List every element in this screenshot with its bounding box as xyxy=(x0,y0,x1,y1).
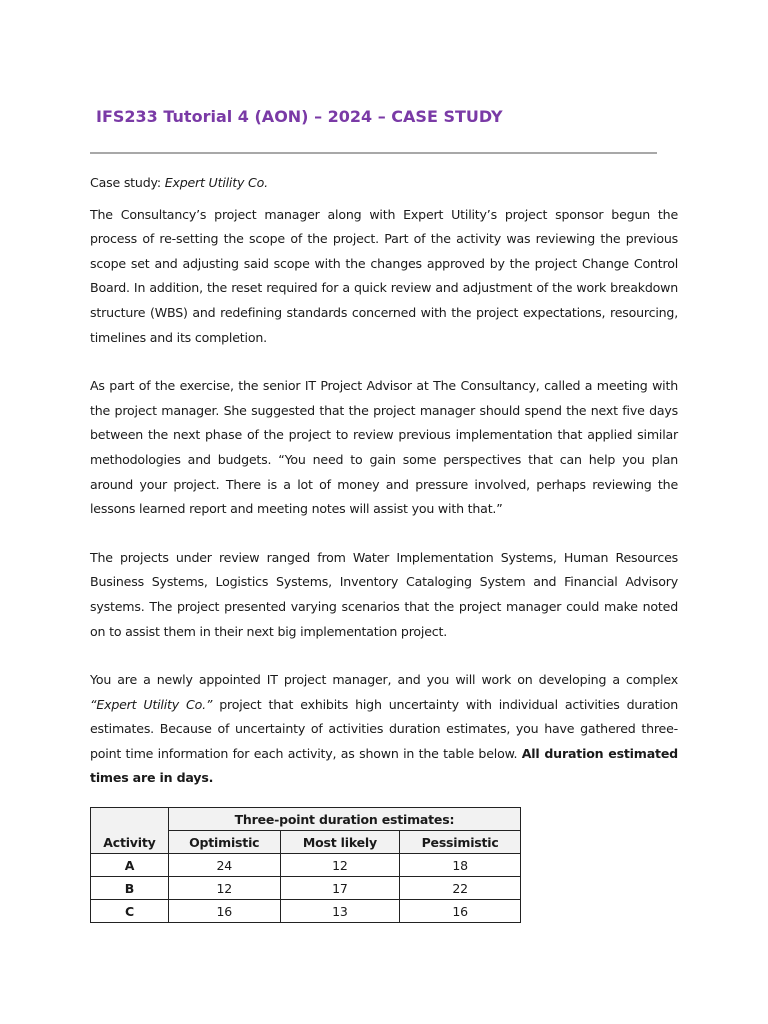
cell-pessimistic: 22 xyxy=(400,877,521,900)
cell-pessimistic: 16 xyxy=(400,900,521,923)
table-row xyxy=(91,877,521,900)
paragraph-task-intro xyxy=(90,668,678,791)
document-title: IFS233 Tutorial 4 (AON) – 2024 – CASE STUDY xyxy=(96,107,503,126)
table-row xyxy=(91,900,521,923)
task-intro-project-name: “Expert Utility Co.” xyxy=(90,696,213,712)
cell-most-likely: 13 xyxy=(280,900,400,923)
case-study-line xyxy=(90,171,678,196)
table-row xyxy=(91,854,521,877)
table-group-header-row xyxy=(91,808,521,831)
header-most-likely: Most likely xyxy=(280,831,400,854)
cell-activity: C xyxy=(91,900,169,923)
title-divider xyxy=(90,152,657,154)
document-body xyxy=(90,171,678,791)
paragraph-projects-review: The projects under review ranged from Water Implementation Systems, Human Resources Business Systems, Logistics Systems, Inventory Cataloging System and Financial Advisory systems. The project presented varying scenarios that the project manager could make noted on to assist them in their next big implementation project. xyxy=(90,549,678,639)
header-pessimistic: Pessimistic xyxy=(400,831,521,854)
header-optimistic: Optimistic xyxy=(168,831,280,854)
case-study-label: Case study: xyxy=(90,175,165,190)
paragraph-advisor-meeting: As part of the exercise, the senior IT Project Advisor at The Consultancy, called a meeting with the project manager. She suggested that the project manager should spend the next five days between the next phase of the project to review previous implementation that applied similar methodologies and budgets. “You need to gain some perspectives that can help you plan around your project. There is a lot of money and pressure involved, perhaps reviewing the lessons learned report and meeting notes will assist you with that.” xyxy=(90,378,678,517)
header-activity: Activity xyxy=(91,808,169,854)
task-intro-duration-note: All duration estimated times are in days. xyxy=(90,745,678,786)
task-intro-middle: project that exhibits high uncertainty with individual activities duration estimates. Because of uncertainty of activities duration estimates, you have gathered three-point time information for each activity, as shown in the table below. xyxy=(90,696,679,761)
header-three-point: Three-point duration estimates: xyxy=(168,808,520,831)
cell-activity: A xyxy=(91,854,169,877)
cell-most-likely: 17 xyxy=(280,877,400,900)
cell-most-likely: 12 xyxy=(280,854,400,877)
cell-optimistic: 12 xyxy=(168,877,280,900)
paragraph-scope-reset: The Consultancy’s project manager along with Expert Utility’s project sponsor begun the process of re-setting the scope of the project. Part of the activity was reviewing the previous scope set and adjusting said scope with the changes approved by the project Change Control Board. In addition, the reset required for a quick review and adjustment of the work breakdown structure (WBS) and redefining standards concerned with the project expectations, resourcing, timelines and its completion. xyxy=(90,206,678,345)
case-study-name: Expert Utility Co. xyxy=(164,175,268,190)
cell-optimistic: 24 xyxy=(168,854,280,877)
duration-estimates-table xyxy=(90,807,521,923)
cell-activity: B xyxy=(91,877,169,900)
cell-pessimistic: 18 xyxy=(400,854,521,877)
cell-optimistic: 16 xyxy=(168,900,280,923)
task-intro-start: You are a newly appointed IT project manager, and you will work on developing a complex xyxy=(90,672,678,688)
